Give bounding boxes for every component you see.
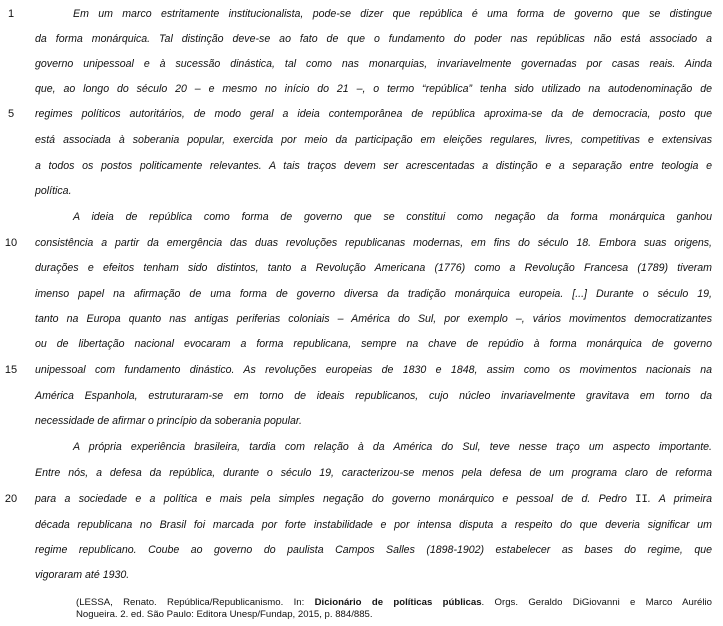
citation-line-2: Nogueira. 2. ed. São Paulo: Editora Unesp/Fundap, 2015, p. 884/885. <box>76 609 373 620</box>
text-line: durações e efeitos tenham sido distintos, tanto a Revolução Americana (1776) como a Revolução Francesa (1789) tiveram <box>35 262 712 274</box>
line-number-20: 20 <box>4 493 18 505</box>
text-line: da forma monárquica. Tal distinção deve-se ao fato de que o fundamento do poder nas repúblicas não está associado a <box>35 33 712 45</box>
text-line: a todos os postos politicamente relevantes. A tais traços devem ser acrescentadas a distinção e a separação entre teologia e <box>35 160 712 172</box>
citation-text: . Orgs. Geraldo DiGiovanni e Marco Aurélio <box>481 597 712 608</box>
line-number-1: 1 <box>7 8 15 20</box>
citation-text: (LESSA, Renato. República/Republicanismo. In: <box>76 597 315 608</box>
text-line: regime republicano. Coube ao governo do paulista Campos Salles (1898-1902) estabelecer as bases do regime, que <box>35 544 712 556</box>
text-line: América Espanhola, estruturaram-se em torno de ideais republicanos, cujo núcleo invariavelmente gravitava em torno da <box>35 390 712 402</box>
text-line-part: para a sociedade e a política e mais pela simples negação do governo monárquico e pessoal de d. Pedro <box>35 493 636 505</box>
text-line: regimes políticos autoritários, de modo geral a ideia contemporânea de república aproxima-se da de democracia, posto que <box>35 108 712 120</box>
text-line <box>35 492 712 507</box>
text-line: ou de libertação nacional evocaram a forma republicana, sempre na chave de repúdio à forma monárquica de governo <box>35 338 712 350</box>
citation-line-1 <box>76 597 712 609</box>
line-number-10: 10 <box>4 237 18 249</box>
text-line: A própria experiência brasileira, tardia com relação à da América do Sul, teve nesse traço um aspecto importante. <box>73 441 712 453</box>
citation-title: Dicionário de políticas públicas <box>314 597 482 608</box>
text-line: consistência a partir da emergência das duas revoluções republicanas modernas, em fins do século 18. Embora suas origens, <box>35 237 712 249</box>
line-number-15: 15 <box>4 364 18 376</box>
text-line: política. <box>35 185 72 197</box>
text-line: que, ao longo do século 20 – e mesmo no início do 21 –, o termo “república” tenha sido utilizado na autodenominação de <box>35 83 712 95</box>
text-line: governo unipessoal e à sucessão dinástica, tal como nas monarquias, invariavelmente governadas por casas reais. Ainda <box>35 58 712 70</box>
text-line: unipessoal com fundamento dinástico. As revoluções europeias de 1830 e 1848, assim como os movimentos nacionais na <box>35 364 712 376</box>
text-line-part: . A primeira <box>647 493 712 505</box>
text-line: está associada à soberania popular, exercida por meio da participação em eleições regulares, livres, competitivas e extensivas <box>35 134 712 146</box>
line-number-5: 5 <box>7 108 15 120</box>
roman-numeral: II <box>635 494 648 506</box>
text-line: Entre nós, a defesa da república, durante o século 19, caracterizou-se menos pela defesa de um programa claro de reforma <box>35 467 712 479</box>
text-line: década republicana no Brasil foi marcada por forte instabilidade e por intensa disputa a respeito do que deveria significar um <box>35 519 712 531</box>
text-line: imenso papel na afirmação de uma forma de governo diversa da tradição monárquica europeia. [...] Durante o século 19, <box>35 288 712 300</box>
text-line: A ideia de república como forma de governo que se constitui como negação da forma monárquica ganhou <box>73 211 712 223</box>
text-line: tanto na Europa quanto nas antigas periferias coloniais – América do Sul, por exemplo –, vários movimentos democratizantes <box>35 313 712 325</box>
text-line: vigoraram até 1930. <box>35 569 130 581</box>
text-line: Em um marco estritamente institucionalista, pode-se dizer que república é uma forma de governo que se distingue <box>73 8 712 20</box>
text-line: necessidade de afirmar o princípio da soberania popular. <box>35 415 302 427</box>
